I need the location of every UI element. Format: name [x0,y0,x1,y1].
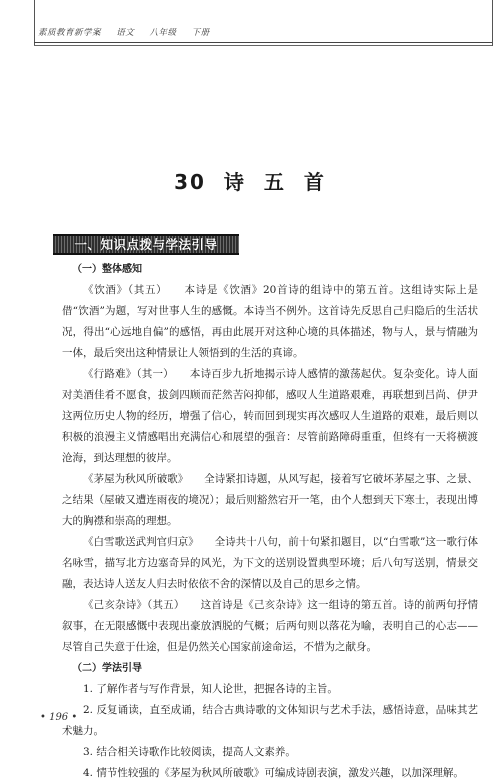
title-char-3: 首 [303,170,326,194]
header-rule-thin [34,45,492,46]
paragraph-yinjiu: 《饮酒》（其五） 本诗是《饮酒》20首诗的组诗中的第五首。这组诗实际上是借“饮酒”为题，写对世事人生的感慨。本诗当不例外。这首诗先反思自己归隐后的生活状况，得出“心远地自偏”的感悟，再由此展开对这种心境的具体描述，物与人，景与情融为一体，最后突出这种情景让人领悟到的生活的真谛。 [62,284,478,359]
method-item-3: 3. 结合相关诗歌作比较阅读，提高人文素养。 [83,746,296,758]
header-left-border [34,0,35,46]
section-heading: 一、知识点拨与学法引导 [74,237,218,252]
section-banner [53,234,239,255]
header-rule [34,42,492,43]
running-header [38,26,488,38]
page-number: • 196 • [40,712,78,723]
paragraph-maowu: 《茅屋为秋风所破歌》 全诗紧扣诗题，从风写起，接着写它破坏茅屋之事、之景、之结果（屋破又遭连雨夜的境况）；最后则豁然宕开一笔，由个人想到天下寒士，表现出博大的胸襟和崇高的理想。 [62,473,478,527]
grade-label: 八年级 [149,28,177,38]
header-right-border [492,0,493,46]
title-char-1: 诗 [223,170,246,194]
lesson-number: 30 [174,170,206,194]
paragraph-baixuege: 《白雪歌送武判官归京》 全诗共十八句，前十句紧扣题目，以“白雪歌”这一歌行体名咏雪，描写北方边塞奇异的风光，为下文的送别设置典型环境；后八句写送别，情景交融，表达诗人送友人归去时依依不舍的深情以及自己的思乡之情。 [62,536,478,590]
subheading-method: （二）学法引导 [72,663,142,674]
method-item-2: 2. 反复诵读，直至成诵，结合古典诗歌的文体知识与艺术手法，感悟诗意，品味其艺术魅力。 [62,704,478,737]
book-title: 素质教育新学案 [38,28,102,38]
paragraph-jihai: 《己亥杂诗》（其五） 这首诗是《己亥杂诗》这一组诗的第五首。诗的前两句抒情叙事，在无限感慨中表现出豪放洒脱的气概；后两句则以落花为喻，表明自己的心志——尽管自己失意于仕途，但是仍然关心国家前途命运，不惜为之献身。 [62,599,478,653]
method-item-4: 4. 情节性较强的《茅屋为秋风所破歌》可编成诗剧表演，激发兴趣，以加深理解。 [83,767,464,779]
lesson-title [0,166,500,195]
paragraph-xinglunan: 《行路难》（其一） 本诗百步九折地揭示诗人感情的激荡起伏。复杂变化。诗人面对美酒佳肴不愿食，拔剑四顾而茫然苦闷抑郁，感叹人生道路艰难，再联想到吕尚、伊尹这两位历史人物的经历，增强了信心，转而回到现实再次感叹人生道路的艰难，最后则以积极的浪漫主义情感唱出充满信心和展望的强音：尽管前路障碍重重，但终有一天将横渡沧海，到达理想的彼岸。 [62,368,478,464]
subheading-overview: （一）整体感知 [72,264,142,275]
volume-label: 下册 [191,28,210,38]
method-item-1: 1. 了解作者与写作背景，知人论世，把握各诗的主旨。 [83,683,338,695]
title-char-2: 五 [263,170,286,194]
section-body [62,259,478,784]
subject-label: 语文 [116,28,135,38]
